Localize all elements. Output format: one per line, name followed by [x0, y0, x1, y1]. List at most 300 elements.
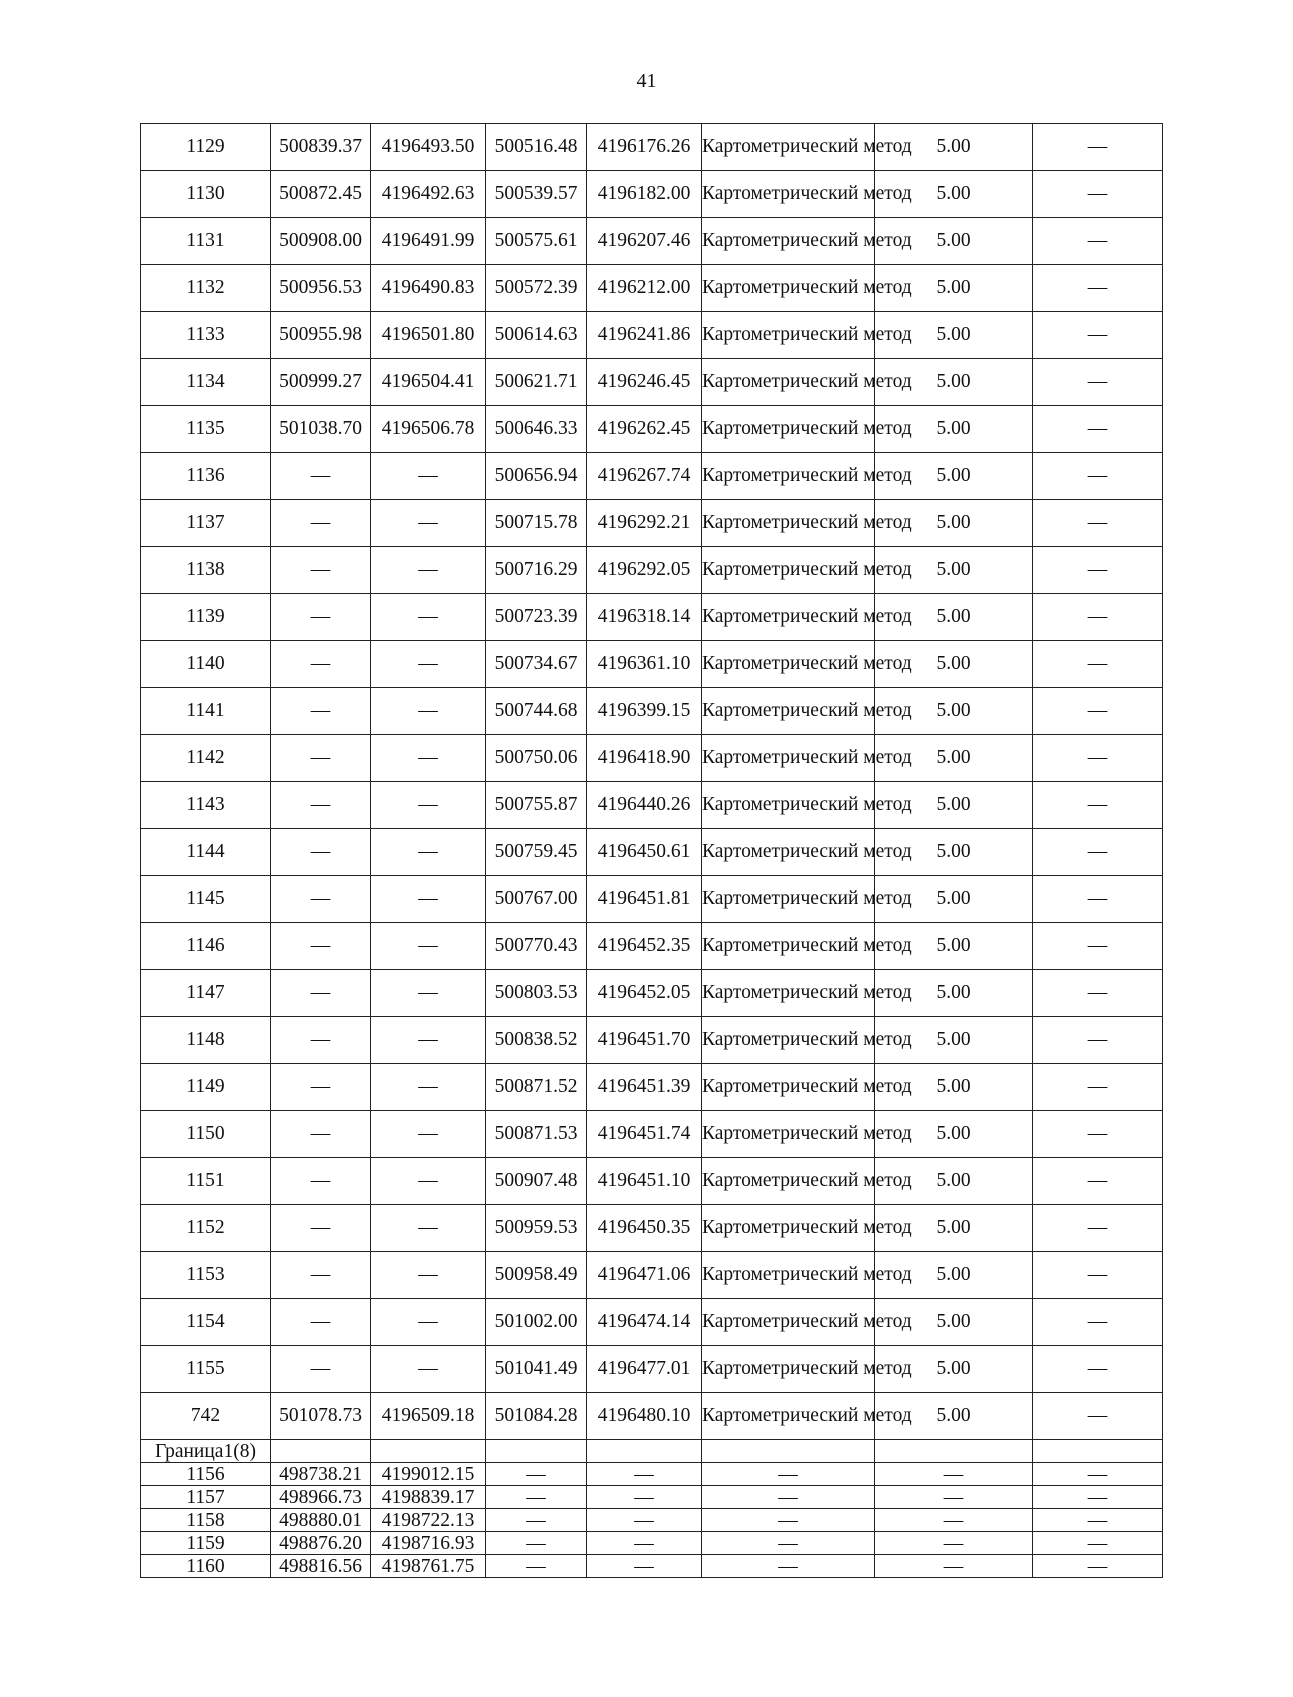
table-row	[141, 1486, 1163, 1509]
description-cell: —	[1033, 1017, 1163, 1064]
old-x-cell: —	[271, 1158, 371, 1205]
method-cell: Картометрический метод	[702, 876, 875, 923]
coordinates-table	[140, 123, 1163, 1578]
old-x-cell: —	[271, 500, 371, 547]
old-y-cell: —	[371, 594, 486, 641]
old-x-cell: 500956.53	[271, 265, 371, 312]
empty-cell	[371, 1440, 486, 1463]
method-cell: Картометрический метод	[702, 1158, 875, 1205]
method-cell: Картометрический метод	[702, 406, 875, 453]
description-cell: —	[1033, 1532, 1163, 1555]
method-cell: Картометрический метод	[702, 594, 875, 641]
new-x-cell: —	[486, 1509, 587, 1532]
new-x-cell: —	[486, 1486, 587, 1509]
description-cell: —	[1033, 829, 1163, 876]
old-x-cell: —	[271, 547, 371, 594]
old-y-cell: —	[371, 829, 486, 876]
point-number-cell: 1157	[141, 1486, 271, 1509]
old-x-cell: 501038.70	[271, 406, 371, 453]
old-y-cell: —	[371, 876, 486, 923]
new-y-cell: 4196474.14	[587, 1299, 702, 1346]
new-y-cell: 4196440.26	[587, 782, 702, 829]
old-x-cell: —	[271, 970, 371, 1017]
point-number-cell: 1150	[141, 1111, 271, 1158]
new-x-cell: 500646.33	[486, 406, 587, 453]
accuracy-cell: 5.00	[875, 594, 1033, 641]
method-cell: —	[702, 1509, 875, 1532]
point-number-cell: 1136	[141, 453, 271, 500]
point-number-cell: 742	[141, 1393, 271, 1440]
old-x-cell: —	[271, 1299, 371, 1346]
new-x-cell: 501084.28	[486, 1393, 587, 1440]
method-cell: —	[702, 1532, 875, 1555]
point-number-cell: 1140	[141, 641, 271, 688]
description-cell: —	[1033, 1509, 1163, 1532]
table-row	[141, 453, 1163, 500]
table-row	[141, 218, 1163, 265]
new-x-cell: 500516.48	[486, 124, 587, 171]
table-row	[141, 594, 1163, 641]
old-y-cell: —	[371, 1252, 486, 1299]
accuracy-cell: 5.00	[875, 1158, 1033, 1205]
method-cell: —	[702, 1555, 875, 1578]
table-row	[141, 1111, 1163, 1158]
description-cell: —	[1033, 406, 1163, 453]
accuracy-cell: 5.00	[875, 829, 1033, 876]
method-cell: Картометрический метод	[702, 1346, 875, 1393]
method-cell: Картометрический метод	[702, 1064, 875, 1111]
old-y-cell: —	[371, 1158, 486, 1205]
point-number-cell: 1149	[141, 1064, 271, 1111]
description-cell: —	[1033, 594, 1163, 641]
table-row	[141, 1463, 1163, 1486]
new-y-cell: 4196471.06	[587, 1252, 702, 1299]
old-x-cell: —	[271, 1205, 371, 1252]
method-cell: Картометрический метод	[702, 1393, 875, 1440]
table-row	[141, 265, 1163, 312]
description-cell: —	[1033, 265, 1163, 312]
method-cell: Картометрический метод	[702, 688, 875, 735]
description-cell: —	[1033, 1158, 1163, 1205]
table-row	[141, 1158, 1163, 1205]
point-number-cell: 1154	[141, 1299, 271, 1346]
new-x-cell: 500958.49	[486, 1252, 587, 1299]
description-cell: —	[1033, 1205, 1163, 1252]
new-y-cell: 4196480.10	[587, 1393, 702, 1440]
new-y-cell: 4196292.21	[587, 500, 702, 547]
new-x-cell: 500656.94	[486, 453, 587, 500]
new-x-cell: 500744.68	[486, 688, 587, 735]
old-x-cell: 500955.98	[271, 312, 371, 359]
new-y-cell: —	[587, 1555, 702, 1578]
method-cell: Картометрический метод	[702, 1017, 875, 1064]
accuracy-cell: 5.00	[875, 923, 1033, 970]
accuracy-cell: 5.00	[875, 406, 1033, 453]
accuracy-cell: 5.00	[875, 1393, 1033, 1440]
new-x-cell: —	[486, 1532, 587, 1555]
new-x-cell: 501041.49	[486, 1346, 587, 1393]
old-x-cell: —	[271, 641, 371, 688]
accuracy-cell: 5.00	[875, 1299, 1033, 1346]
point-number-cell: 1152	[141, 1205, 271, 1252]
old-x-cell: 500839.37	[271, 124, 371, 171]
accuracy-cell: —	[875, 1532, 1033, 1555]
old-x-cell: 498876.20	[271, 1532, 371, 1555]
point-number-cell: 1129	[141, 124, 271, 171]
old-x-cell: —	[271, 1346, 371, 1393]
description-cell: —	[1033, 1346, 1163, 1393]
table-row	[141, 970, 1163, 1017]
new-y-cell: 4196207.46	[587, 218, 702, 265]
old-y-cell: 4198716.93	[371, 1532, 486, 1555]
old-x-cell: —	[271, 453, 371, 500]
description-cell: —	[1033, 735, 1163, 782]
accuracy-cell: 5.00	[875, 500, 1033, 547]
method-cell: Картометрический метод	[702, 218, 875, 265]
table-row	[141, 735, 1163, 782]
point-number-cell: 1135	[141, 406, 271, 453]
new-y-cell: 4196241.86	[587, 312, 702, 359]
table-row	[141, 312, 1163, 359]
new-x-cell: —	[486, 1555, 587, 1578]
accuracy-cell: 5.00	[875, 1252, 1033, 1299]
new-y-cell: 4196176.26	[587, 124, 702, 171]
description-cell: —	[1033, 1252, 1163, 1299]
old-y-cell: —	[371, 453, 486, 500]
method-cell: Картометрический метод	[702, 547, 875, 594]
point-number-cell: 1134	[141, 359, 271, 406]
old-y-cell: —	[371, 1346, 486, 1393]
old-y-cell: —	[371, 1017, 486, 1064]
new-x-cell: 500759.45	[486, 829, 587, 876]
accuracy-cell: 5.00	[875, 688, 1033, 735]
accuracy-cell: 5.00	[875, 735, 1033, 782]
method-cell: Картометрический метод	[702, 1299, 875, 1346]
old-x-cell: —	[271, 876, 371, 923]
point-number-cell: 1146	[141, 923, 271, 970]
table-row	[141, 359, 1163, 406]
table-row	[141, 124, 1163, 171]
point-number-cell: 1137	[141, 500, 271, 547]
table-row	[141, 1393, 1163, 1440]
old-x-cell: —	[271, 1064, 371, 1111]
new-x-cell: 500539.57	[486, 171, 587, 218]
empty-cell	[271, 1440, 371, 1463]
point-number-cell: 1144	[141, 829, 271, 876]
new-y-cell: 4196452.05	[587, 970, 702, 1017]
table-row	[141, 406, 1163, 453]
new-x-cell: —	[486, 1463, 587, 1486]
table-row	[141, 923, 1163, 970]
new-x-cell: 500959.53	[486, 1205, 587, 1252]
accuracy-cell: —	[875, 1555, 1033, 1578]
description-cell: —	[1033, 124, 1163, 171]
new-y-cell: 4196450.61	[587, 829, 702, 876]
new-x-cell: 500755.87	[486, 782, 587, 829]
new-x-cell: 500621.71	[486, 359, 587, 406]
old-x-cell: —	[271, 1017, 371, 1064]
new-y-cell: —	[587, 1509, 702, 1532]
new-x-cell: 500803.53	[486, 970, 587, 1017]
accuracy-cell: 5.00	[875, 265, 1033, 312]
accuracy-cell: 5.00	[875, 124, 1033, 171]
accuracy-cell: 5.00	[875, 1064, 1033, 1111]
new-x-cell: 500723.39	[486, 594, 587, 641]
old-x-cell: 500908.00	[271, 218, 371, 265]
description-cell: —	[1033, 312, 1163, 359]
new-y-cell: 4196450.35	[587, 1205, 702, 1252]
new-y-cell: 4196292.05	[587, 547, 702, 594]
table-row	[141, 1205, 1163, 1252]
accuracy-cell: 5.00	[875, 1111, 1033, 1158]
empty-cell	[702, 1440, 875, 1463]
method-cell: Картометрический метод	[702, 500, 875, 547]
old-x-cell: —	[271, 782, 371, 829]
new-y-cell: 4196451.81	[587, 876, 702, 923]
new-x-cell: 500734.67	[486, 641, 587, 688]
point-number-cell: 1153	[141, 1252, 271, 1299]
accuracy-cell: 5.00	[875, 1346, 1033, 1393]
new-x-cell: 500907.48	[486, 1158, 587, 1205]
old-y-cell: 4196504.41	[371, 359, 486, 406]
new-x-cell: 500750.06	[486, 735, 587, 782]
new-x-cell: 500770.43	[486, 923, 587, 970]
point-number-cell: 1160	[141, 1555, 271, 1578]
point-number-cell: 1151	[141, 1158, 271, 1205]
description-cell: —	[1033, 1111, 1163, 1158]
old-x-cell: —	[271, 688, 371, 735]
table-row	[141, 500, 1163, 547]
point-number-cell: 1145	[141, 876, 271, 923]
accuracy-cell: 5.00	[875, 312, 1033, 359]
new-x-cell: 500871.53	[486, 1111, 587, 1158]
section-row	[141, 1440, 1163, 1463]
old-x-cell: 498816.56	[271, 1555, 371, 1578]
table-row	[141, 688, 1163, 735]
point-number-cell: 1132	[141, 265, 271, 312]
table-row	[141, 1299, 1163, 1346]
table-row	[141, 641, 1163, 688]
old-y-cell: 4199012.15	[371, 1463, 486, 1486]
old-y-cell: 4196492.63	[371, 171, 486, 218]
new-x-cell: 500614.63	[486, 312, 587, 359]
old-y-cell: 4196491.99	[371, 218, 486, 265]
new-y-cell: 4196182.00	[587, 171, 702, 218]
method-cell: Картометрический метод	[702, 1252, 875, 1299]
section-label: Граница1(8)	[141, 1440, 271, 1463]
description-cell: —	[1033, 359, 1163, 406]
old-x-cell: 500999.27	[271, 359, 371, 406]
old-y-cell: 4198722.13	[371, 1509, 486, 1532]
old-x-cell: 501078.73	[271, 1393, 371, 1440]
point-number-cell: 1155	[141, 1346, 271, 1393]
accuracy-cell: —	[875, 1463, 1033, 1486]
old-x-cell: 498880.01	[271, 1509, 371, 1532]
new-x-cell: 500715.78	[486, 500, 587, 547]
method-cell: Картометрический метод	[702, 265, 875, 312]
description-cell: —	[1033, 1064, 1163, 1111]
method-cell: —	[702, 1463, 875, 1486]
point-number-cell: 1143	[141, 782, 271, 829]
method-cell: Картометрический метод	[702, 453, 875, 500]
new-x-cell: 500871.52	[486, 1064, 587, 1111]
description-cell: —	[1033, 970, 1163, 1017]
table-row	[141, 1532, 1163, 1555]
description-cell: —	[1033, 876, 1163, 923]
old-x-cell: 500872.45	[271, 171, 371, 218]
method-cell: Картометрический метод	[702, 124, 875, 171]
table-row	[141, 547, 1163, 594]
new-x-cell: 500716.29	[486, 547, 587, 594]
new-y-cell: 4196361.10	[587, 641, 702, 688]
table-row	[141, 1509, 1163, 1532]
new-y-cell: 4196212.00	[587, 265, 702, 312]
new-y-cell: 4196477.01	[587, 1346, 702, 1393]
table-row	[141, 782, 1163, 829]
method-cell: Картометрический метод	[702, 1205, 875, 1252]
old-y-cell: —	[371, 782, 486, 829]
new-y-cell: —	[587, 1532, 702, 1555]
empty-cell	[875, 1440, 1033, 1463]
accuracy-cell: 5.00	[875, 641, 1033, 688]
new-y-cell: 4196452.35	[587, 923, 702, 970]
new-x-cell: 501002.00	[486, 1299, 587, 1346]
old-x-cell: —	[271, 829, 371, 876]
accuracy-cell: 5.00	[875, 876, 1033, 923]
new-y-cell: 4196451.10	[587, 1158, 702, 1205]
old-y-cell: 4196501.80	[371, 312, 486, 359]
new-y-cell: 4196262.45	[587, 406, 702, 453]
table-row	[141, 1555, 1163, 1578]
accuracy-cell: —	[875, 1486, 1033, 1509]
accuracy-cell: 5.00	[875, 453, 1033, 500]
old-y-cell: —	[371, 641, 486, 688]
point-number-cell: 1139	[141, 594, 271, 641]
description-cell: —	[1033, 453, 1163, 500]
old-y-cell: —	[371, 923, 486, 970]
accuracy-cell: —	[875, 1509, 1033, 1532]
accuracy-cell: 5.00	[875, 171, 1033, 218]
table-row	[141, 829, 1163, 876]
new-y-cell: —	[587, 1486, 702, 1509]
accuracy-cell: 5.00	[875, 970, 1033, 1017]
description-cell: —	[1033, 688, 1163, 735]
new-y-cell: 4196418.90	[587, 735, 702, 782]
new-y-cell: 4196318.14	[587, 594, 702, 641]
old-x-cell: —	[271, 1252, 371, 1299]
old-x-cell: —	[271, 1111, 371, 1158]
method-cell: Картометрический метод	[702, 923, 875, 970]
method-cell: Картометрический метод	[702, 782, 875, 829]
empty-cell	[587, 1440, 702, 1463]
description-cell: —	[1033, 1393, 1163, 1440]
description-cell: —	[1033, 500, 1163, 547]
method-cell: Картометрический метод	[702, 171, 875, 218]
point-number-cell: 1156	[141, 1463, 271, 1486]
point-number-cell: 1142	[141, 735, 271, 782]
point-number-cell: 1141	[141, 688, 271, 735]
point-number-cell: 1147	[141, 970, 271, 1017]
old-y-cell: —	[371, 547, 486, 594]
old-y-cell: —	[371, 1299, 486, 1346]
old-x-cell: —	[271, 923, 371, 970]
table-row	[141, 1252, 1163, 1299]
point-number-cell: 1148	[141, 1017, 271, 1064]
old-y-cell: —	[371, 735, 486, 782]
new-y-cell: 4196399.15	[587, 688, 702, 735]
point-number-cell: 1138	[141, 547, 271, 594]
point-number-cell: 1158	[141, 1509, 271, 1532]
table-row	[141, 1346, 1163, 1393]
method-cell: Картометрический метод	[702, 970, 875, 1017]
old-y-cell: —	[371, 1064, 486, 1111]
old-y-cell: 4196493.50	[371, 124, 486, 171]
new-y-cell: 4196451.70	[587, 1017, 702, 1064]
new-y-cell: 4196451.39	[587, 1064, 702, 1111]
method-cell: Картометрический метод	[702, 829, 875, 876]
method-cell: Картометрический метод	[702, 1111, 875, 1158]
new-x-cell: 500575.61	[486, 218, 587, 265]
description-cell: —	[1033, 1299, 1163, 1346]
point-number-cell: 1133	[141, 312, 271, 359]
empty-cell	[1033, 1440, 1163, 1463]
accuracy-cell: 5.00	[875, 782, 1033, 829]
table-row	[141, 171, 1163, 218]
table-row	[141, 876, 1163, 923]
point-number-cell: 1130	[141, 171, 271, 218]
new-x-cell: 500572.39	[486, 265, 587, 312]
table-row	[141, 1017, 1163, 1064]
old-y-cell: —	[371, 1111, 486, 1158]
description-cell: —	[1033, 923, 1163, 970]
description-cell: —	[1033, 641, 1163, 688]
old-x-cell: —	[271, 594, 371, 641]
method-cell: Картометрический метод	[702, 641, 875, 688]
old-y-cell: —	[371, 500, 486, 547]
description-cell: —	[1033, 1463, 1163, 1486]
point-number-cell: 1131	[141, 218, 271, 265]
accuracy-cell: 5.00	[875, 218, 1033, 265]
old-x-cell: 498966.73	[271, 1486, 371, 1509]
new-y-cell: 4196267.74	[587, 453, 702, 500]
old-y-cell: —	[371, 1205, 486, 1252]
old-y-cell: 4198839.17	[371, 1486, 486, 1509]
new-x-cell: 500767.00	[486, 876, 587, 923]
description-cell: —	[1033, 218, 1163, 265]
new-x-cell: 500838.52	[486, 1017, 587, 1064]
old-y-cell: 4196506.78	[371, 406, 486, 453]
page-number: 41	[636, 70, 657, 92]
description-cell: —	[1033, 171, 1163, 218]
old-x-cell: —	[271, 735, 371, 782]
description-cell: —	[1033, 782, 1163, 829]
old-y-cell: 4196490.83	[371, 265, 486, 312]
point-number-cell: 1159	[141, 1532, 271, 1555]
accuracy-cell: 5.00	[875, 1205, 1033, 1252]
description-cell: —	[1033, 1555, 1163, 1578]
method-cell: —	[702, 1486, 875, 1509]
description-cell: —	[1033, 547, 1163, 594]
old-y-cell: 4198761.75	[371, 1555, 486, 1578]
description-cell: —	[1033, 1486, 1163, 1509]
method-cell: Картометрический метод	[702, 735, 875, 782]
old-y-cell: —	[371, 970, 486, 1017]
method-cell: Картометрический метод	[702, 312, 875, 359]
new-y-cell: 4196246.45	[587, 359, 702, 406]
accuracy-cell: 5.00	[875, 1017, 1033, 1064]
old-y-cell: 4196509.18	[371, 1393, 486, 1440]
method-cell: Картометрический метод	[702, 359, 875, 406]
